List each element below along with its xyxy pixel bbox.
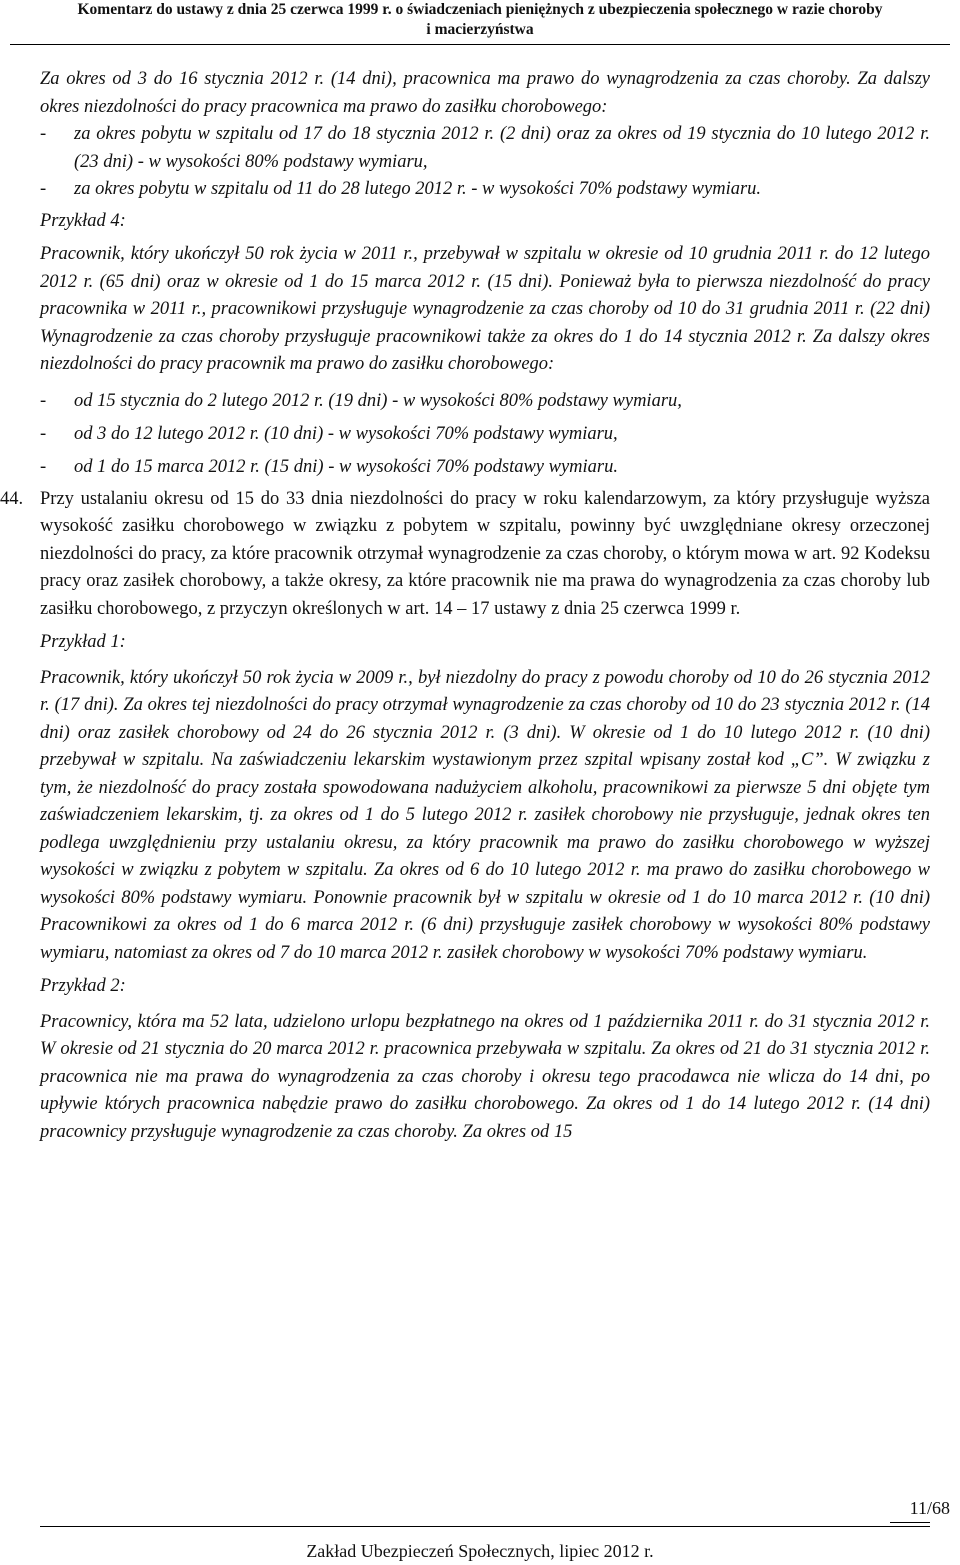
document-body bbox=[0, 56, 930, 1146]
example-4-list-item-text: od 3 do 12 lutego 2012 r. (10 dni) - w wysokości 70% podstawy wymiaru, bbox=[74, 423, 618, 444]
example-4-title: Przykład 4: bbox=[40, 210, 126, 231]
dash-marker: - bbox=[40, 456, 47, 477]
page-number-rule bbox=[890, 1522, 930, 1523]
footer-divider bbox=[40, 1526, 930, 1527]
example-4-list-item-text: od 15 stycznia do 2 lutego 2012 r. (19 dni) - w wysokości 80% podstawy wymiaru, bbox=[74, 390, 682, 411]
example-4-list-item bbox=[40, 385, 930, 418]
example-4-list-item bbox=[40, 451, 930, 484]
section-44-text: Przy ustalaniu okresu od 15 do 33 dnia niezdolności do pracy w roku kalendarzowym, za który przysługuje wyższa wysokość zasiłku chorobowego w związku z pobytem w szpitalu, powinny być uwzględniane okresy orzeczonej niezdolności do pracy, za które pracownik otrzymał wynagrodzenie za czas choroby, o którym mowa w art. 92 Kodeksu pracy oraz zasiłek chorobowy, a także okresy, za które pracownik nie ma prawa do wynagrodzenia za czas choroby lub zasiłku chorobowego, z przyczyn określonych w art. 14 – 17 ustawy z dnia 25 czerwca 1999 r. bbox=[40, 488, 930, 619]
intro-list-item bbox=[40, 121, 930, 176]
header-line-2: i macierzyństwa bbox=[426, 21, 534, 38]
example-2-text: Pracownicy, która ma 52 lata, udzielono urlopu bezpłatnego na okres od 1 października 2011 r. do 31 stycznia 2012 r. W okresie od 21 stycznia do 20 marca 2012 r. pracownica przebywała w szpitalu. Za okres od 21 do 31 stycznia 2012 r. pracownica nie ma prawa do wynagrodzenia za czas choroby i okresu tego pracodawca nie wlicza do 14 dni, po upływie których pracownica nabędzie prawo do zasiłku chorobowego. Za okres od 1 do 14 lutego 2012 r. (14 dni) pracownicy przysługuje wynagrodzenie za czas choroby. Za okres od 15 bbox=[40, 1011, 930, 1142]
example-1-title: Przykład 1: bbox=[40, 632, 126, 652]
header-divider bbox=[10, 44, 950, 45]
section-44 bbox=[0, 486, 930, 624]
example-4-text: Pracownik, który ukończył 50 rok życia w 2011 r., przebywał w szpitalu w okresie od 10 grudnia 2011 r. do 12 lutego 2012 r. (65 dni) oraz w okresie od 1 do 15 marca 2012 r. (15 dni). Ponieważ była to pierwsza niezdolność do pracy pracownika w 2011 r., pracownikowi przysługuje wynagrodzenie za czas choroby od 10 do 31 grudnia 2011 r. (22 dni) Wynagrodzenie za czas choroby przysługuje pracownikowi także za okres do 1 do 14 stycznia 2012 r. Za dalszy okres niezdolności do pracy pracownik ma prawo do zasiłku chorobowego: bbox=[40, 244, 930, 374]
example-2-title: Przykład 2: bbox=[40, 976, 126, 996]
header-line-1: Komentarz do ustawy z dnia 25 czerwca 1999 r. o świadczeniach pieniężnych z ubezpieczenia społecznego w razie choroby bbox=[77, 1, 883, 18]
intro-list-item-text: za okres pobytu w szpitalu od 11 do 28 lutego 2012 r. - w wysokości 70% podstawy wymiaru. bbox=[74, 179, 762, 199]
example-4-list-item-text: od 1 do 15 marca 2012 r. (15 dni) - w wysokości 70% podstawy wymiaru. bbox=[74, 456, 619, 477]
dash-marker: - bbox=[40, 390, 47, 411]
intro-list-item bbox=[40, 176, 930, 204]
intro-paragraph: Za okres od 3 do 16 stycznia 2012 r. (14 dni), pracownica ma prawo do wynagrodzenia za czas choroby. Za dalszy okres niezdolności do pracy pracownica ma prawo do zasiłku chorobowego: bbox=[40, 69, 930, 117]
dash-marker: - bbox=[40, 423, 47, 444]
page-number: 11/68 bbox=[909, 1498, 950, 1518]
example-1-text: Pracownik, który ukończył 50 rok życia w 2009 r., był niezdolny do pracy z powodu choroby od 10 do 26 stycznia 2012 r. (17 dni). Za okres tej niezdolności do pracy otrzymał wynagrodzenie za czas choroby od 10 do 23 stycznia 2012 r. (14 dni) oraz zasiłek chorobowy od 24 do 26 stycznia 2012 r. (3 dni). W okresie od 1 do 10 lutego 2012 r. (10 dni) przebywał w szpitalu. Na zaświadczeniu lekarskim wystawionym przez szpital wpisany został kod „C”. W związku z tym, że niezdolność do pracy została spowodowana nadużyciem alkoholu, pracownikowi za pierwsze 5 dni objęte tym zaświadczeniem lekarskim, tj. za okres od 1 do 5 lutego 2012 r. zasiłek chorobowy nie przysługuje, jednak okres ten podlega uwzględnieniu przy ustalaniu okresu, za który pracownik ma prawo do zasiłku chorobowego w wyższej wysokości w związku z pobytem w szpitalu. Za okres od 6 do 10 lutego 2012 r. ma prawo do zasiłku chorobowego w wysokości 80% podstawy wymiaru. Ponownie pracownik był w szpitalu w okresie od 1 do 10 marca 2012 r. (10 dni) Pracownikowi za okres od 1 do 6 marca 2012 r. (6 dni) przysługuje zasiłek chorobowy w wysokości 80% podstawy wymiaru, natomiast za okres od 7 do 10 marca 2012 r. zasiłek chorobowy w wysokości 70% podstawy wymiaru. bbox=[40, 667, 930, 963]
dash-marker: - bbox=[40, 124, 47, 144]
intro-list-item-text: za okres pobytu w szpitalu od 17 do 18 stycznia 2012 r. (2 dni) oraz za okres od 19 stycznia do 10 lutego 2012 r. (23 dni) - w wysokości 80% podstawy wymiaru, bbox=[74, 124, 930, 172]
dash-marker: - bbox=[40, 179, 47, 199]
section-number: 44. bbox=[0, 488, 24, 509]
running-header bbox=[10, 0, 950, 42]
example-4-list-item bbox=[40, 418, 930, 451]
running-footer: Zakład Ubezpieczeń Społecznych, lipiec 2012 r. bbox=[306, 1541, 654, 1561]
